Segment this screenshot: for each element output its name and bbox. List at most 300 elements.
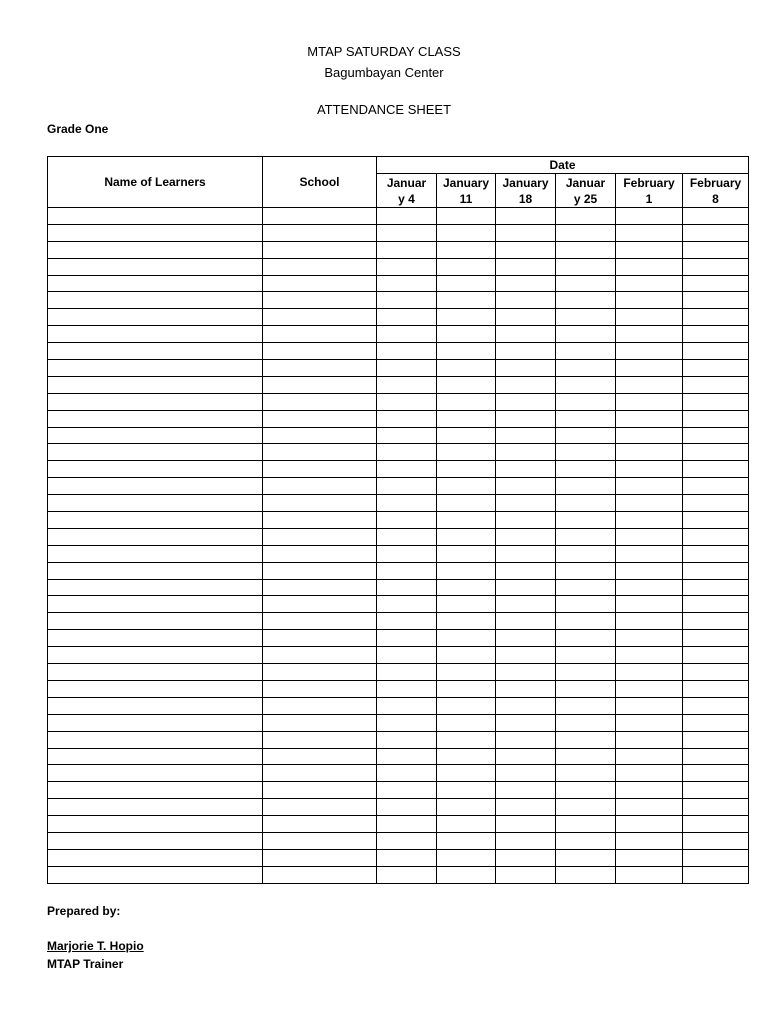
learner-name-cell	[48, 275, 263, 292]
table-row	[48, 258, 749, 275]
attendance-cell	[683, 528, 749, 545]
attendance-cell	[683, 545, 749, 562]
learner-name-cell	[48, 512, 263, 529]
table-row	[48, 748, 749, 765]
date-header	[496, 174, 556, 208]
date-header-line1: February	[623, 175, 675, 190]
attendance-cell	[556, 799, 616, 816]
attendance-cell	[496, 478, 556, 495]
attendance-cell	[556, 714, 616, 731]
attendance-cell	[556, 461, 616, 478]
attendance-cell	[437, 748, 496, 765]
attendance-cell	[616, 849, 683, 866]
school-cell	[263, 275, 377, 292]
signer-name: Marjorie T. Hopio	[47, 939, 144, 953]
attendance-cell	[437, 444, 496, 461]
table-row	[48, 816, 749, 833]
attendance-cell	[437, 393, 496, 410]
attendance-cell	[616, 224, 683, 241]
learner-name-cell	[48, 596, 263, 613]
table-row	[48, 478, 749, 495]
attendance-cell	[377, 799, 437, 816]
attendance-cell	[377, 697, 437, 714]
attendance-cell	[616, 528, 683, 545]
attendance-cell	[683, 765, 749, 782]
table-row	[48, 647, 749, 664]
attendance-cell	[556, 748, 616, 765]
attendance-cell	[437, 241, 496, 258]
table-row	[48, 343, 749, 360]
attendance-cell	[556, 360, 616, 377]
school-cell	[263, 376, 377, 393]
attendance-cell	[556, 343, 616, 360]
column-header-school: School	[263, 157, 377, 208]
attendance-cell	[377, 647, 437, 664]
attendance-cell	[377, 343, 437, 360]
attendance-cell	[377, 444, 437, 461]
date-header-line1: Januar	[386, 175, 427, 190]
attendance-cell	[496, 579, 556, 596]
attendance-cell	[496, 309, 556, 326]
school-cell	[263, 393, 377, 410]
attendance-cell	[683, 444, 749, 461]
attendance-cell	[377, 258, 437, 275]
date-header	[683, 174, 749, 208]
attendance-cell	[437, 512, 496, 529]
attendance-cell	[556, 579, 616, 596]
attendance-cell	[556, 512, 616, 529]
attendance-cell	[556, 528, 616, 545]
date-header-line2: 18	[518, 191, 533, 206]
attendance-cell	[616, 512, 683, 529]
table-row	[48, 697, 749, 714]
attendance-cell	[496, 596, 556, 613]
date-header-line2: y 4	[398, 191, 415, 206]
attendance-cell	[437, 647, 496, 664]
attendance-cell	[437, 562, 496, 579]
table-row	[48, 410, 749, 427]
attendance-cell	[556, 208, 616, 225]
attendance-cell	[437, 545, 496, 562]
learner-name-cell	[48, 664, 263, 681]
attendance-cell	[437, 528, 496, 545]
attendance-cell	[377, 613, 437, 630]
date-header	[437, 174, 496, 208]
attendance-cell	[437, 326, 496, 343]
attendance-cell	[616, 292, 683, 309]
attendance-cell	[616, 630, 683, 647]
prepared-by-label: Prepared by:	[47, 904, 121, 918]
attendance-cell	[377, 275, 437, 292]
attendance-cell	[683, 799, 749, 816]
attendance-cell	[616, 664, 683, 681]
attendance-cell	[616, 782, 683, 799]
attendance-cell	[683, 309, 749, 326]
learner-name-cell	[48, 782, 263, 799]
attendance-cell	[683, 630, 749, 647]
learner-name-cell	[48, 545, 263, 562]
date-header-line1: Januar	[565, 175, 606, 190]
attendance-cell	[496, 208, 556, 225]
school-cell	[263, 309, 377, 326]
attendance-cell	[683, 697, 749, 714]
attendance-cell	[616, 360, 683, 377]
attendance-cell	[377, 393, 437, 410]
table-row	[48, 292, 749, 309]
attendance-cell	[616, 816, 683, 833]
attendance-cell	[496, 376, 556, 393]
attendance-cell	[377, 562, 437, 579]
attendance-cell	[683, 461, 749, 478]
table-row	[48, 866, 749, 883]
attendance-cell	[437, 680, 496, 697]
attendance-cell	[683, 748, 749, 765]
learner-name-cell	[48, 799, 263, 816]
attendance-cell	[437, 478, 496, 495]
learner-name-cell	[48, 461, 263, 478]
attendance-cell	[496, 545, 556, 562]
attendance-cell	[437, 782, 496, 799]
attendance-cell	[556, 680, 616, 697]
table-row	[48, 832, 749, 849]
attendance-cell	[616, 478, 683, 495]
learner-name-cell	[48, 680, 263, 697]
school-cell	[263, 782, 377, 799]
school-cell	[263, 292, 377, 309]
school-cell	[263, 680, 377, 697]
attendance-cell	[437, 461, 496, 478]
attendance-cell	[496, 799, 556, 816]
attendance-cell	[616, 444, 683, 461]
attendance-cell	[437, 360, 496, 377]
attendance-cell	[556, 444, 616, 461]
attendance-cell	[437, 495, 496, 512]
attendance-cell	[437, 714, 496, 731]
attendance-cell	[683, 258, 749, 275]
attendance-cell	[556, 664, 616, 681]
learner-name-cell	[48, 208, 263, 225]
table-row	[48, 444, 749, 461]
attendance-cell	[556, 782, 616, 799]
attendance-cell	[683, 495, 749, 512]
table-row	[48, 782, 749, 799]
attendance-cell	[437, 832, 496, 849]
attendance-cell	[377, 208, 437, 225]
attendance-table-body	[48, 208, 749, 884]
attendance-cell	[377, 528, 437, 545]
attendance-cell	[437, 292, 496, 309]
attendance-cell	[683, 647, 749, 664]
attendance-cell	[437, 596, 496, 613]
attendance-cell	[437, 343, 496, 360]
learner-name-cell	[48, 647, 263, 664]
learner-name-cell	[48, 579, 263, 596]
attendance-cell	[683, 208, 749, 225]
attendance-cell	[616, 258, 683, 275]
attendance-cell	[683, 866, 749, 883]
attendance-cell	[377, 224, 437, 241]
attendance-cell	[377, 241, 437, 258]
attendance-cell	[616, 714, 683, 731]
attendance-cell	[556, 613, 616, 630]
attendance-cell	[496, 275, 556, 292]
attendance-cell	[683, 410, 749, 427]
attendance-cell	[377, 427, 437, 444]
learner-name-cell	[48, 410, 263, 427]
document-subtitle: Bagumbayan Center	[324, 65, 444, 80]
attendance-cell	[616, 208, 683, 225]
school-cell	[263, 444, 377, 461]
attendance-cell	[496, 343, 556, 360]
school-cell	[263, 528, 377, 545]
attendance-cell	[683, 224, 749, 241]
attendance-cell	[377, 849, 437, 866]
attendance-cell	[683, 478, 749, 495]
learner-name-cell	[48, 697, 263, 714]
attendance-cell	[437, 208, 496, 225]
attendance-cell	[556, 849, 616, 866]
attendance-cell	[437, 309, 496, 326]
school-cell	[263, 816, 377, 833]
attendance-cell	[616, 241, 683, 258]
attendance-cell	[616, 495, 683, 512]
attendance-cell	[437, 731, 496, 748]
attendance-cell	[377, 596, 437, 613]
attendance-cell	[377, 664, 437, 681]
attendance-cell	[377, 816, 437, 833]
attendance-cell	[496, 495, 556, 512]
learner-name-cell	[48, 748, 263, 765]
attendance-cell	[496, 664, 556, 681]
table-row	[48, 680, 749, 697]
date-header-line1: February	[689, 175, 742, 190]
school-cell	[263, 832, 377, 849]
learner-name-cell	[48, 427, 263, 444]
attendance-cell	[437, 376, 496, 393]
attendance-cell	[496, 292, 556, 309]
attendance-cell	[556, 478, 616, 495]
school-cell	[263, 613, 377, 630]
attendance-cell	[556, 866, 616, 883]
attendance-cell	[683, 275, 749, 292]
attendance-cell	[556, 292, 616, 309]
table-row	[48, 427, 749, 444]
attendance-cell	[616, 343, 683, 360]
date-header-line2: y 25	[573, 191, 598, 206]
attendance-cell	[616, 427, 683, 444]
learner-name-cell	[48, 258, 263, 275]
attendance-cell	[437, 630, 496, 647]
attendance-cell	[556, 275, 616, 292]
school-cell	[263, 765, 377, 782]
learner-name-cell	[48, 866, 263, 883]
attendance-cell	[496, 410, 556, 427]
school-cell	[263, 562, 377, 579]
learner-name-cell	[48, 292, 263, 309]
table-row	[48, 613, 749, 630]
attendance-cell	[616, 866, 683, 883]
attendance-cell	[437, 258, 496, 275]
attendance-cell	[556, 258, 616, 275]
attendance-cell	[496, 224, 556, 241]
attendance-cell	[616, 697, 683, 714]
school-cell	[263, 495, 377, 512]
attendance-cell	[496, 258, 556, 275]
learner-name-cell	[48, 495, 263, 512]
attendance-cell	[616, 326, 683, 343]
date-header-line1: January	[442, 175, 490, 190]
school-cell	[263, 664, 377, 681]
attendance-cell	[377, 630, 437, 647]
attendance-cell	[496, 714, 556, 731]
attendance-cell	[683, 596, 749, 613]
attendance-cell	[496, 241, 556, 258]
attendance-cell	[616, 309, 683, 326]
learner-name-cell	[48, 444, 263, 461]
attendance-cell	[496, 765, 556, 782]
attendance-cell	[616, 680, 683, 697]
attendance-cell	[616, 832, 683, 849]
attendance-cell	[496, 444, 556, 461]
attendance-cell	[556, 427, 616, 444]
school-cell	[263, 478, 377, 495]
attendance-cell	[437, 816, 496, 833]
attendance-cell	[437, 799, 496, 816]
school-cell	[263, 697, 377, 714]
learner-name-cell	[48, 714, 263, 731]
learner-name-cell	[48, 478, 263, 495]
attendance-cell	[377, 495, 437, 512]
attendance-cell	[683, 714, 749, 731]
table-row	[48, 596, 749, 613]
attendance-cell	[377, 866, 437, 883]
table-row	[48, 545, 749, 562]
attendance-cell	[556, 647, 616, 664]
attendance-cell	[556, 765, 616, 782]
table-row	[48, 309, 749, 326]
attendance-cell	[377, 545, 437, 562]
school-cell	[263, 326, 377, 343]
attendance-cell	[556, 630, 616, 647]
school-cell	[263, 461, 377, 478]
attendance-cell	[683, 292, 749, 309]
school-cell	[263, 427, 377, 444]
attendance-cell	[377, 512, 437, 529]
school-cell	[263, 731, 377, 748]
attendance-cell	[437, 410, 496, 427]
school-cell	[263, 512, 377, 529]
learner-name-cell	[48, 309, 263, 326]
school-cell	[263, 849, 377, 866]
attendance-cell	[437, 224, 496, 241]
date-header-line2: 8	[712, 191, 719, 206]
attendance-cell	[616, 765, 683, 782]
school-cell	[263, 579, 377, 596]
attendance-cell	[616, 410, 683, 427]
attendance-cell	[683, 680, 749, 697]
school-cell	[263, 799, 377, 816]
attendance-cell	[556, 224, 616, 241]
school-cell	[263, 630, 377, 647]
school-cell	[263, 748, 377, 765]
school-cell	[263, 866, 377, 883]
attendance-cell	[496, 512, 556, 529]
table-row	[48, 376, 749, 393]
table-row	[48, 630, 749, 647]
attendance-cell	[496, 782, 556, 799]
attendance-cell	[683, 241, 749, 258]
attendance-cell	[377, 360, 437, 377]
attendance-cell	[377, 292, 437, 309]
attendance-cell	[616, 562, 683, 579]
attendance-cell	[437, 866, 496, 883]
attendance-cell	[616, 799, 683, 816]
table-row	[48, 562, 749, 579]
attendance-cell	[683, 376, 749, 393]
table-row	[48, 275, 749, 292]
attendance-cell	[616, 596, 683, 613]
school-cell	[263, 360, 377, 377]
attendance-cell	[377, 579, 437, 596]
table-row	[48, 393, 749, 410]
attendance-cell	[556, 596, 616, 613]
attendance-cell	[437, 579, 496, 596]
attendance-cell	[683, 849, 749, 866]
school-cell	[263, 258, 377, 275]
attendance-cell	[556, 326, 616, 343]
document-title: MTAP SATURDAY CLASS	[307, 44, 461, 59]
attendance-cell	[377, 832, 437, 849]
attendance-cell	[496, 427, 556, 444]
school-cell	[263, 241, 377, 258]
date-header-line1: January	[502, 175, 549, 190]
attendance-cell	[496, 832, 556, 849]
attendance-cell	[377, 680, 437, 697]
attendance-cell	[377, 748, 437, 765]
attendance-cell	[683, 512, 749, 529]
attendance-cell	[496, 630, 556, 647]
school-cell	[263, 208, 377, 225]
learner-name-cell	[48, 360, 263, 377]
column-header-name: Name of Learners	[48, 157, 263, 208]
learner-name-cell	[48, 343, 263, 360]
attendance-cell	[616, 376, 683, 393]
attendance-cell	[683, 343, 749, 360]
learner-name-cell	[48, 613, 263, 630]
learner-name-cell	[48, 376, 263, 393]
table-row	[48, 224, 749, 241]
attendance-cell	[683, 579, 749, 596]
attendance-cell	[683, 562, 749, 579]
attendance-cell	[556, 393, 616, 410]
attendance-cell	[377, 782, 437, 799]
table-row	[48, 799, 749, 816]
attendance-cell	[377, 410, 437, 427]
table-row	[48, 528, 749, 545]
attendance-cell	[556, 697, 616, 714]
attendance-cell	[616, 613, 683, 630]
attendance-cell	[683, 664, 749, 681]
attendance-cell	[496, 326, 556, 343]
attendance-cell	[437, 275, 496, 292]
school-cell	[263, 410, 377, 427]
attendance-cell	[556, 241, 616, 258]
attendance-cell	[556, 816, 616, 833]
attendance-cell	[556, 495, 616, 512]
attendance-cell	[683, 393, 749, 410]
date-header	[377, 174, 437, 208]
attendance-cell	[437, 849, 496, 866]
